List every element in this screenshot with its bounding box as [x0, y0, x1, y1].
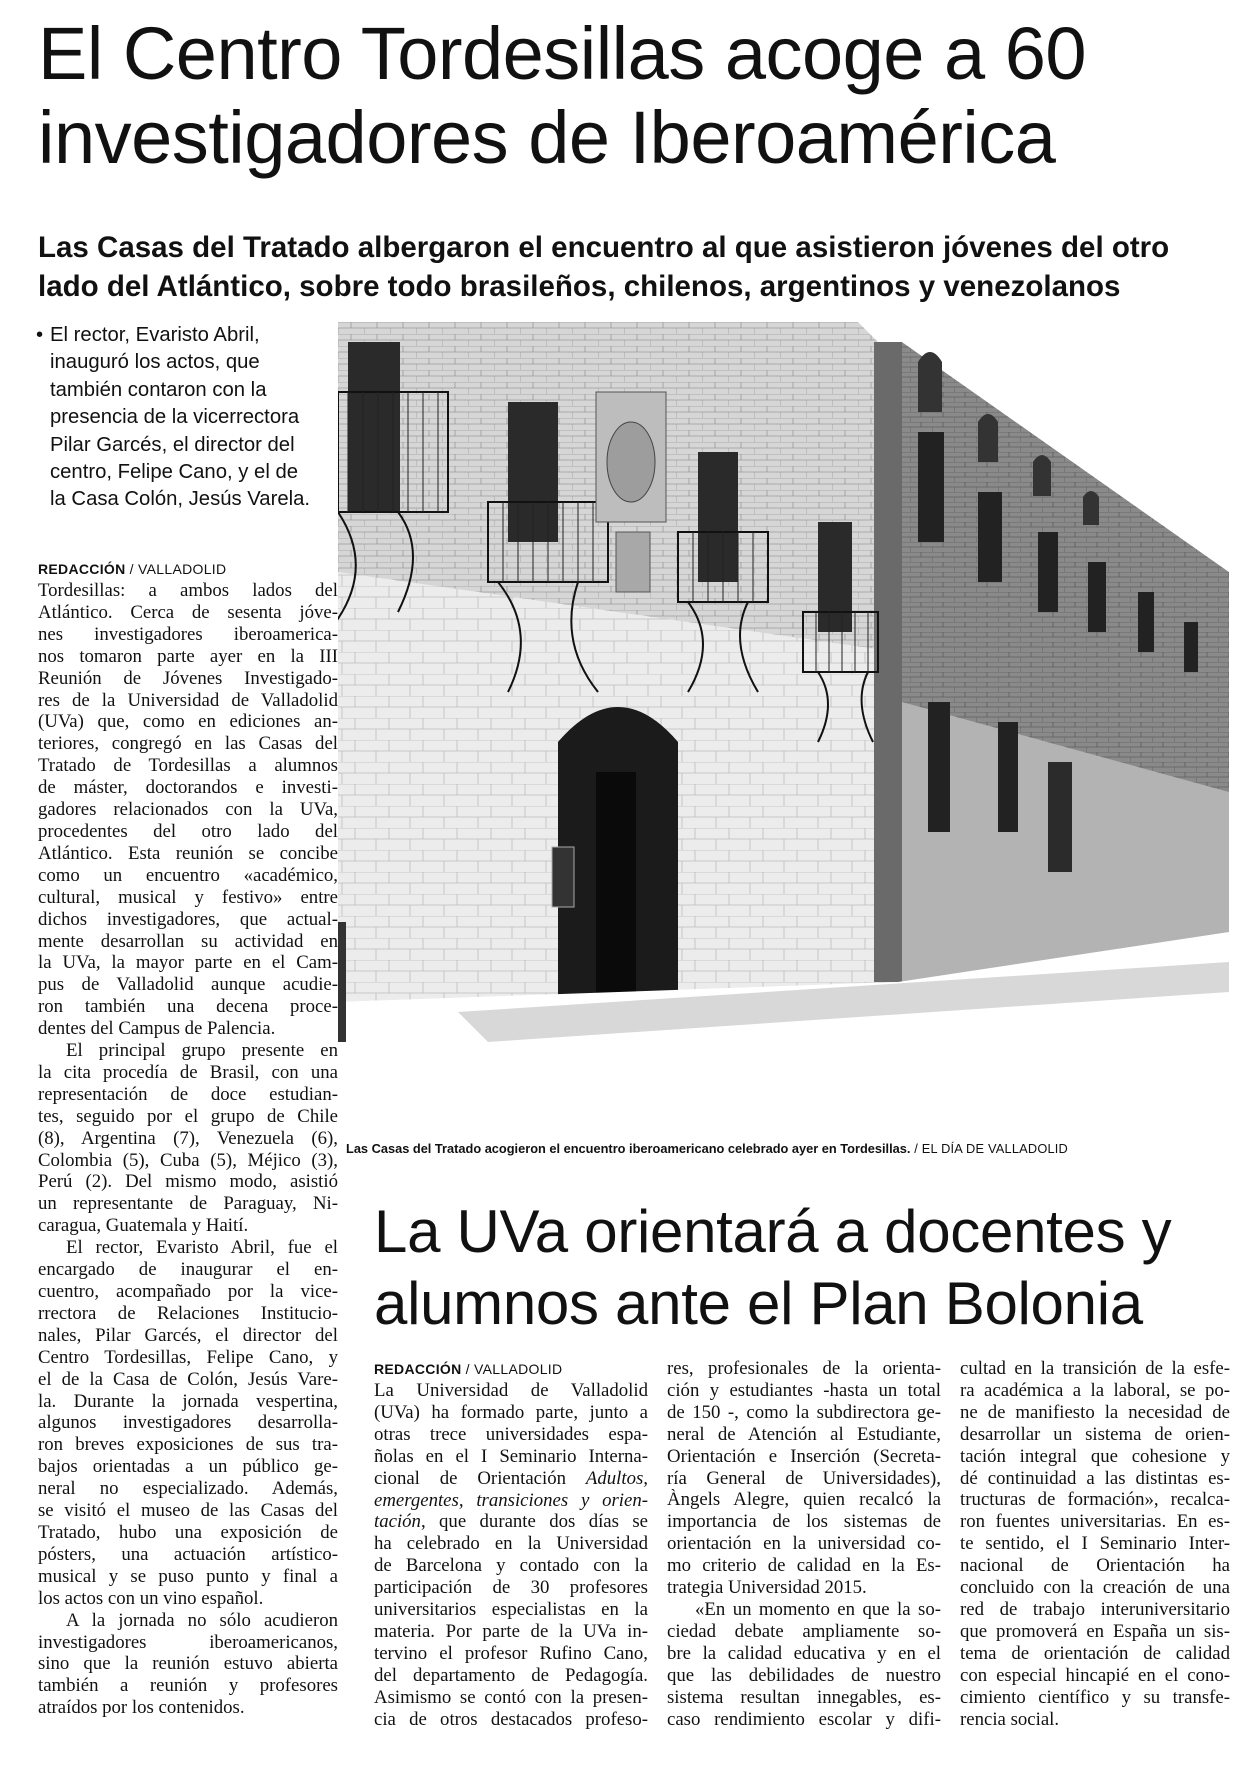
body-line: te sentido, el I Seminario Inter- — [960, 1533, 1230, 1555]
body-line: red de trabajo interuniversitario — [960, 1598, 1230, 1620]
body-line: Asimismo se contó con la presen- — [374, 1686, 648, 1708]
lead-line: inauguró los actos, que — [50, 351, 260, 374]
body-line: cuentro, acompañado por la vice- — [38, 1281, 338, 1302]
body-line: ñolas en el I Seminario Interna- — [374, 1445, 648, 1467]
body-line: El principal grupo presente en — [66, 1040, 338, 1062]
article2-column-3 — [960, 1358, 1230, 1730]
body-line: representación de doce estudian- — [38, 1083, 338, 1105]
body-line: tación integral que cohesione y — [960, 1445, 1230, 1467]
body-line: «En un momento en que la so- — [695, 1598, 941, 1620]
body-line: un representante de Paraguay, Ni- — [38, 1193, 338, 1215]
headline-line-1: El Centro Tordesillas acoge a 60 — [38, 12, 1087, 95]
body-line: la cita procedía de Brasil, con una — [38, 1061, 338, 1083]
body-line: dichos investigadores, que actual- — [38, 908, 338, 930]
body-line: res de la Universidad de Valladolid — [38, 689, 338, 711]
body-line: Perú (2). Del mismo modo, asistió — [38, 1171, 338, 1193]
subheadline-line-1: Las Casas del Tratado albergaron el encuentro al que asistieron jóvenes del otro — [38, 231, 1170, 264]
body-lines — [38, 580, 338, 1719]
lead-line: la Casa Colón, Jesús Varela. — [50, 488, 311, 511]
body-line: nales, Pilar Garcés, el director del — [38, 1324, 338, 1346]
article-body-column — [38, 558, 338, 1719]
body-line: dé continuidad a las distintas es- — [960, 1467, 1230, 1489]
body-line: bajos orientadas a un público ge- — [38, 1456, 338, 1478]
body-line: neral no especializado. Además, — [38, 1478, 338, 1500]
body-line: tes, seguido por el grupo de Chile — [38, 1105, 338, 1127]
body-line: ría General de Universidades), — [667, 1467, 941, 1489]
body-line: Atlántico. Cerca de sesenta jóve- — [38, 601, 338, 623]
byline — [374, 1358, 648, 1380]
body-line: concluido con la creación de una — [960, 1577, 1230, 1599]
body-line: ron fuentes universitarias. En es- — [960, 1511, 1230, 1533]
building-photo — [338, 322, 1229, 1138]
body-line: Orientación e Inserción (Secreta- — [667, 1445, 941, 1467]
body-line: neral de Atención al Estudiante, — [667, 1423, 941, 1445]
body-line: universitarios especialistas en la — [374, 1599, 648, 1621]
lead-line: El rector, Evaristo Abril, — [50, 324, 260, 346]
body-line: como un encuentro «académico, — [38, 864, 338, 886]
lead-line: presencia de la vicerrectora — [50, 406, 300, 429]
body-line: (8), Argentina (7), Venezuela (6), — [38, 1127, 338, 1149]
body-line: la UVa, la mayor parte en el Cam- — [38, 952, 338, 974]
body-line: que las debilidades de nuestro — [667, 1664, 941, 1686]
body-line: A la jornada no sólo acudieron — [66, 1609, 338, 1631]
body-line: se visitó el museo de las Casas del — [38, 1500, 338, 1522]
body-line: res, profesionales de la orienta- — [667, 1358, 941, 1379]
byline-agency: REDACCIÓN — [374, 1361, 462, 1377]
body-line: investigadores iberoamericanos, — [38, 1631, 338, 1653]
body-line: de máster, doctorandos e investi- — [38, 777, 338, 799]
body-line: también a reunión y profesores — [38, 1675, 338, 1697]
article-subheadline — [38, 228, 1218, 306]
body-line: el de la Casa de Colón, Jesús Vare- — [38, 1368, 338, 1390]
body-line: Centro Tordesillas, Felipe Cano, y — [38, 1346, 338, 1368]
body-line: Colombia (5), Cuba (5), Méjico (3), — [38, 1149, 338, 1171]
caption-text: Las Casas del Tratado acogieron el encuentro iberoamericano celebrado ayer en Tordesillas. — [346, 1141, 911, 1156]
body-line: bre la calidad educativa y en el — [667, 1642, 941, 1664]
body-line: importancia de los sistemas de — [667, 1511, 941, 1533]
body-line: ron breves exposiciones de sus tra- — [38, 1434, 338, 1456]
lead-line: también contaron con la — [50, 378, 267, 401]
headline2-line-2: alumnos ante el Plan Bolonia — [374, 1270, 1143, 1337]
body-line: de 150 -, como la subdirectora ge- — [667, 1401, 941, 1423]
body-line: orientación en la universidad co- — [667, 1533, 941, 1555]
body-line: cional de Orientación Adultos, — [374, 1467, 648, 1489]
lead-line: Pilar Garcés, el director del — [50, 433, 295, 456]
body-line: rencia social. — [960, 1708, 1060, 1730]
photo-credit: / EL DÍA DE VALLADOLID — [910, 1141, 1068, 1156]
article2-column-2 — [667, 1358, 941, 1730]
article-lead — [36, 322, 336, 514]
body-line: ciedad debate ampliamente so- — [667, 1620, 941, 1642]
body-line: trategia Universidad 2015. — [667, 1577, 867, 1599]
body-line: algunos investigadores desarrolla- — [38, 1412, 338, 1434]
body-line: La Universidad de Valladolid — [374, 1380, 648, 1401]
body-line: dentes del Campus de Palencia. — [38, 1018, 276, 1040]
article-headline — [38, 12, 1228, 180]
body-line: gadores relacionados con la UVa, — [38, 799, 338, 821]
body-lines — [667, 1358, 941, 1730]
body-line: que promoverá en España un sis- — [960, 1620, 1230, 1642]
body-line: atraídos por los contenidos. — [38, 1697, 245, 1719]
body-line: cultad en la transición de la esfe- — [960, 1358, 1230, 1379]
body-line: cimiento científico y su transfe- — [960, 1686, 1230, 1708]
body-line: de Barcelona y contado con la — [374, 1555, 648, 1577]
body-line: ne de manifiesto la necesidad de — [960, 1401, 1230, 1423]
body-line: pus de Valladolid aunque acudie- — [38, 974, 338, 996]
body-line: nacional de Orientación ha — [960, 1555, 1230, 1577]
body-line: pósters, una actuación artístico- — [38, 1543, 338, 1565]
body-line: nos tomaron parte ayer en la III — [38, 645, 338, 667]
body-line: del departamento de Pedagogía. — [374, 1664, 648, 1686]
body-line: materia. Por parte de la UVa in- — [374, 1620, 648, 1642]
body-line: ción y estudiantes -hasta un total — [667, 1379, 941, 1401]
body-line: musical y se puso punto y final a — [38, 1565, 338, 1587]
body-line: cultural, musical y festivo» entre — [38, 886, 338, 908]
body-line: caragua, Guatemala y Haití. — [38, 1215, 249, 1237]
body-line: nes investigadores iberoamerica- — [38, 623, 338, 645]
body-line: tructuras de formación», recalca- — [960, 1489, 1230, 1511]
body-line: otras trece universidades espa- — [374, 1423, 648, 1445]
body-line: (UVa) ha formado parte, junto a — [374, 1401, 648, 1423]
body-line: teriores, congregó en las Casas del — [38, 733, 338, 755]
body-line: rrectora de Relaciones Institucio- — [38, 1302, 338, 1324]
byline-place: / VALLADOLID — [461, 1361, 563, 1377]
body-line: Tratado de Tordesillas a alumnos — [38, 755, 338, 777]
body-line: Àngels Alegre, quien recalcó la — [667, 1489, 941, 1511]
byline-place: / VALLADOLID — [125, 561, 227, 577]
body-line: con especial hincapié en el cono- — [960, 1664, 1230, 1686]
body-line: ron también una decena proce- — [38, 996, 338, 1018]
body-line: tervino el profesor Rufino Cano, — [374, 1642, 648, 1664]
headline-line-2: investigadores de Iberoamérica — [38, 96, 1056, 179]
subheadline-line-2: lado del Atlántico, sobre todo brasileños, chilenos, argentinos y venezolanos — [38, 270, 1121, 303]
body-line: la. Durante la jornada vespertina, — [38, 1390, 338, 1412]
body-line: Reunión de Jóvenes Investigado- — [38, 667, 338, 689]
body-line: (UVa) que, como en ediciones an- — [38, 711, 338, 733]
byline-agency: REDACCIÓN — [38, 561, 126, 577]
body-line: ha celebrado en la Universidad — [374, 1533, 648, 1555]
body-line: procedentes del otro lado del — [38, 820, 338, 842]
body-line: cia de otros destacados profeso- — [374, 1708, 648, 1730]
body-line: participación de 30 profesores — [374, 1577, 648, 1599]
lead-line: centro, Felipe Cano, y el de — [50, 461, 299, 484]
body-line: tema de orientación de calidad — [960, 1642, 1230, 1664]
body-lines — [374, 1380, 648, 1731]
body-line: mo criterio de calidad en la Es- — [667, 1555, 941, 1577]
photo-caption — [346, 1140, 1226, 1158]
body-line: caso rendimiento escolar y difi- — [667, 1708, 941, 1730]
body-line: Tratado, hubo una exposición de — [38, 1521, 338, 1543]
body-line: sistema resultan innegables, es- — [667, 1686, 941, 1708]
lead-bullet: • — [36, 324, 44, 346]
body-line: El rector, Evaristo Abril, fue el — [66, 1237, 338, 1259]
headline2-line-1: La UVa orientará a docentes y — [374, 1198, 1172, 1265]
body-line: Atlántico. Esta reunión se concibe — [38, 842, 338, 864]
byline — [38, 558, 338, 580]
body-line: los actos con un vino español. — [38, 1587, 264, 1609]
body-line: sino que la reunión estuvo abierta — [38, 1653, 338, 1675]
body-line: encargado de inaugurar el en- — [38, 1259, 338, 1281]
body-lines — [960, 1358, 1230, 1730]
body-line: desarrollar un sistema de orien- — [960, 1423, 1230, 1445]
article2-headline — [374, 1196, 1234, 1340]
body-line: Tordesillas: a ambos lados del — [38, 580, 338, 601]
body-line: ra académica a la laboral, se po- — [960, 1379, 1230, 1401]
body-line: emergentes, transiciones y orien- — [374, 1489, 648, 1511]
body-line: mente desarrollan su actividad en — [38, 930, 338, 952]
body-line: tación, que durante dos días se — [374, 1511, 648, 1533]
article2-column-1 — [374, 1358, 648, 1731]
